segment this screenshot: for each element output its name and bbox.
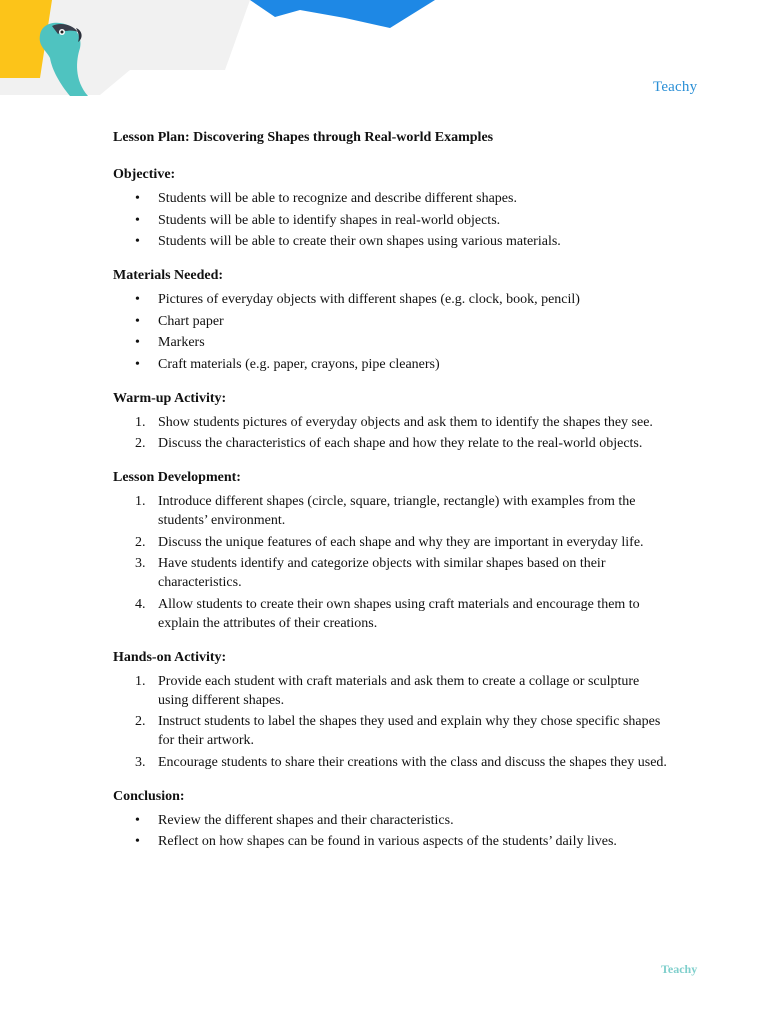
list-item: • Reflect on how shapes can be found in various aspects of the students’ daily lives. [113, 832, 673, 851]
list-item: • Students will be able to create their own shapes using various materials. [113, 232, 673, 251]
list-item: • Review the different shapes and their characteristics. [113, 811, 673, 830]
section [113, 165, 673, 251]
list-item: Have students identify and categorize objects with similar shapes based on their characteristics. [158, 556, 606, 590]
section-heading: Objective: [113, 167, 176, 182]
sections-container [113, 165, 673, 851]
lesson-plan-content [113, 128, 673, 866]
section [113, 468, 673, 633]
section-heading: Materials Needed: [113, 268, 224, 283]
section-heading: Warm-up Activity: [113, 390, 227, 406]
bullet-list [113, 189, 673, 251]
list-item: Introduce different shapes (circle, square, triangle, rectangle) with examples from the students’ environment. [158, 494, 636, 528]
list-item: Instruct students to label the shapes they used and explain why they chose specific shapes for their artwork. [158, 714, 661, 748]
bullet-list [113, 290, 673, 374]
list-item: • Students will be able to identify shapes in real-world objects. [113, 211, 673, 230]
list-item: Discuss the characteristics of each shape and how they relate to the real-world objects. [158, 436, 643, 451]
section-heading: Conclusion: [113, 788, 185, 804]
section [113, 787, 673, 852]
list-item: Show students pictures of everyday objects and ask them to identify the shapes they see. [158, 414, 653, 430]
numbered-list [113, 672, 673, 772]
bullet-list [113, 811, 673, 852]
brand-logo-footer[interactable]: Teachy [661, 962, 698, 976]
blue-shape [250, 0, 435, 28]
section [113, 389, 673, 454]
list-item: • Chart paper [113, 312, 673, 331]
numbered-list [113, 413, 673, 454]
list-item: • Craft materials (e.g. paper, crayons, pipe cleaners) [113, 355, 673, 374]
section-heading: Hands-on Activity: [113, 649, 227, 665]
list-item: Provide each student with craft materials and ask them to create a collage or sculpture using different shapes. [158, 673, 640, 708]
page-title: Lesson Plan: Discovering Shapes through Real-world Examples [113, 130, 494, 145]
brand-logo-top[interactable]: Teachy [653, 79, 698, 95]
list-item: Discuss the unique features of each shape and why they are important in everyday life. [158, 534, 644, 550]
list-item: Encourage students to share their creations with the class and discuss the shapes they used. [158, 754, 667, 770]
section-heading: Lesson Development: [113, 470, 241, 485]
section [113, 266, 673, 374]
list-item: • Students will be able to recognize and describe different shapes. [113, 189, 673, 208]
section [113, 648, 673, 772]
list-item: Allow students to create their own shapes using craft materials and encourage them to explain the attributes of their creations. [158, 596, 640, 631]
list-item: • Markers [113, 333, 673, 352]
list-item: • Pictures of everyday objects with different shapes (e.g. clock, book, pencil) [113, 290, 673, 309]
numbered-list [113, 492, 673, 633]
